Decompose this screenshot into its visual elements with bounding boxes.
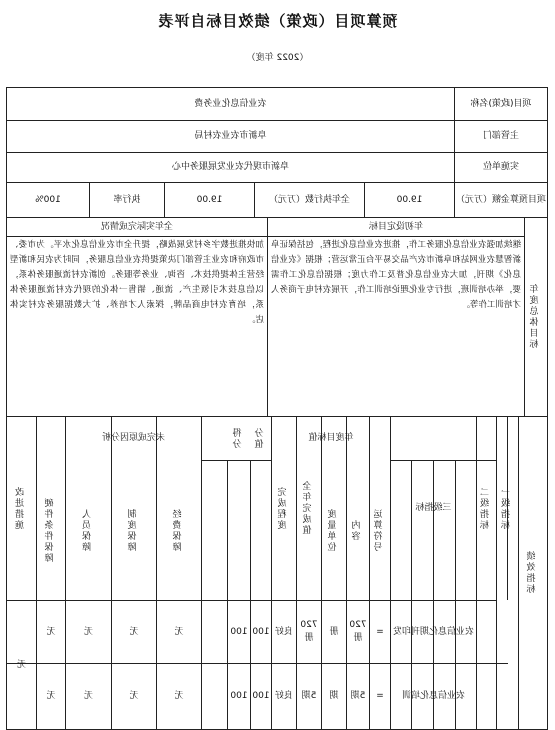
project-name-label: 项目(政策)名称 [470,98,532,109]
indicator-row-1-score: 100 [230,626,248,637]
execution-rate-label: 执行率 [113,194,141,205]
executed-amount-value: 19.00 [196,194,223,205]
indicator-row-1-staff: 无 [84,626,94,637]
indicator-row-1-score-value: 100 [252,626,270,637]
project-name-value: 农业信息化业务费 [194,98,267,109]
actual-completion-header: 全年实际完成情况 [101,221,174,232]
indicator-row-1-unit: 册 [329,626,339,637]
indicator-row-2-level3: 农业信息化培训 [402,691,466,701]
level2-indicator-header: 二级指标 [481,486,491,531]
reason-funding-header: 经费保障 [173,508,184,553]
indicator-row-2-op: = [376,691,384,701]
department-value: 阜新市农业农村局 [194,131,267,141]
unit-header: 度量单位 [328,508,339,553]
indicator-row-1-funding: 无 [174,626,184,637]
indicator-row-2-content: 5期 [350,691,366,701]
score-header: 得分 [233,427,244,450]
indicator-row-2-score: 100 [230,691,248,701]
reason-hardware-header: 硬件条件保障 [45,497,56,564]
actual-completion-text: 加快推进数字乡村发展战略，提升全市农业信息化水平。为市委、市政府和农业主管部门决策提供农业信息服务，同时为农民和新型经营主体提供技术、咨询、业务等服务。创新农村流通服务体系，以信息技术引领生产、流通、销售一体化的现代农村流通服务体系，培育农村电商品牌，探索人才培养、扩大数据服务农村实体店。 [10,240,264,325]
planned-goal-text: 继续加强农业信息化服务工作，推进农业信息化进程，包括保证阜新智慧农业网站和阜新市农产品交易平台正常运营；根据《农业信息化》期刊，加大农业信息化普及工作力度；根据信息化工作需要，举办培训班，进行专业化理论培训工作，开展农村电子商务人才培训工作等。 [271,240,521,310]
execution-rate-value: 100% [35,194,61,205]
improvement-header: 改进措施 [16,486,26,531]
budget-amount-value: 19.00 [396,194,423,205]
indicator-row-1-full: 720册 [300,620,318,643]
implementing-unit-value: 阜新市现代农业发展服务中心 [172,162,290,172]
indicator-row-1-system: 无 [129,626,139,637]
performance-indicator-label: 绩效指标 [527,551,538,595]
content-header: 内容 [352,519,363,542]
reason-system-header: 制度保障 [128,508,139,553]
full-year-completion-header: 全年完成值 [303,481,314,536]
indicator-row-2-full: 5期 [301,691,317,701]
completion-degree-header: 完成程度 [278,486,289,531]
indicator-row-2-completion: 良好 [275,691,294,701]
unfinished-reason-header: 未完成原因分析 [102,433,166,443]
indicator-row-1-op: = [376,626,384,637]
reason-staff-header: 人员保障 [83,508,93,553]
improvement-value: 无 [17,659,27,670]
indicator-row-2-staff: 无 [84,691,94,701]
report-year: （2022 年度） [246,53,309,63]
indicator-row-2-score-value: 100 [252,691,270,701]
department-label: 主管部门 [483,131,520,141]
level1-indicator-header: 一级指标 [502,486,512,531]
executed-amount-label: 全年执行数（万元） [269,194,351,205]
implementing-unit-label: 实施单位 [483,162,520,172]
indicator-row-2-unit: 期 [329,691,339,701]
planned-goal-header: 年初设定目标 [369,221,424,232]
indicator-row-1-level3: 农业信息化期刊印发 [393,626,475,637]
indicator-row-1-content: 720册 [349,620,367,643]
annual-target-header: 年度目标值 [308,433,354,443]
page-title: 预算项目（政策）绩效目标自评表 [157,12,398,30]
indicator-row-1-hardware: 无 [46,626,56,637]
annual-goal-section-label: 年度总体目标 [530,284,541,350]
indicator-row-2-funding: 无 [174,691,184,701]
budget-amount-label: 项目预算金额（万元） [456,194,547,205]
level3-indicator-header: 三级指标 [415,503,452,513]
score-value-header: 分值 [255,427,266,450]
indicator-row-2-hardware: 无 [46,691,56,701]
indicator-row-1-completion: 良好 [275,626,294,637]
indicator-row-2-system: 无 [129,691,139,701]
operator-header: 运算符号 [374,508,385,553]
